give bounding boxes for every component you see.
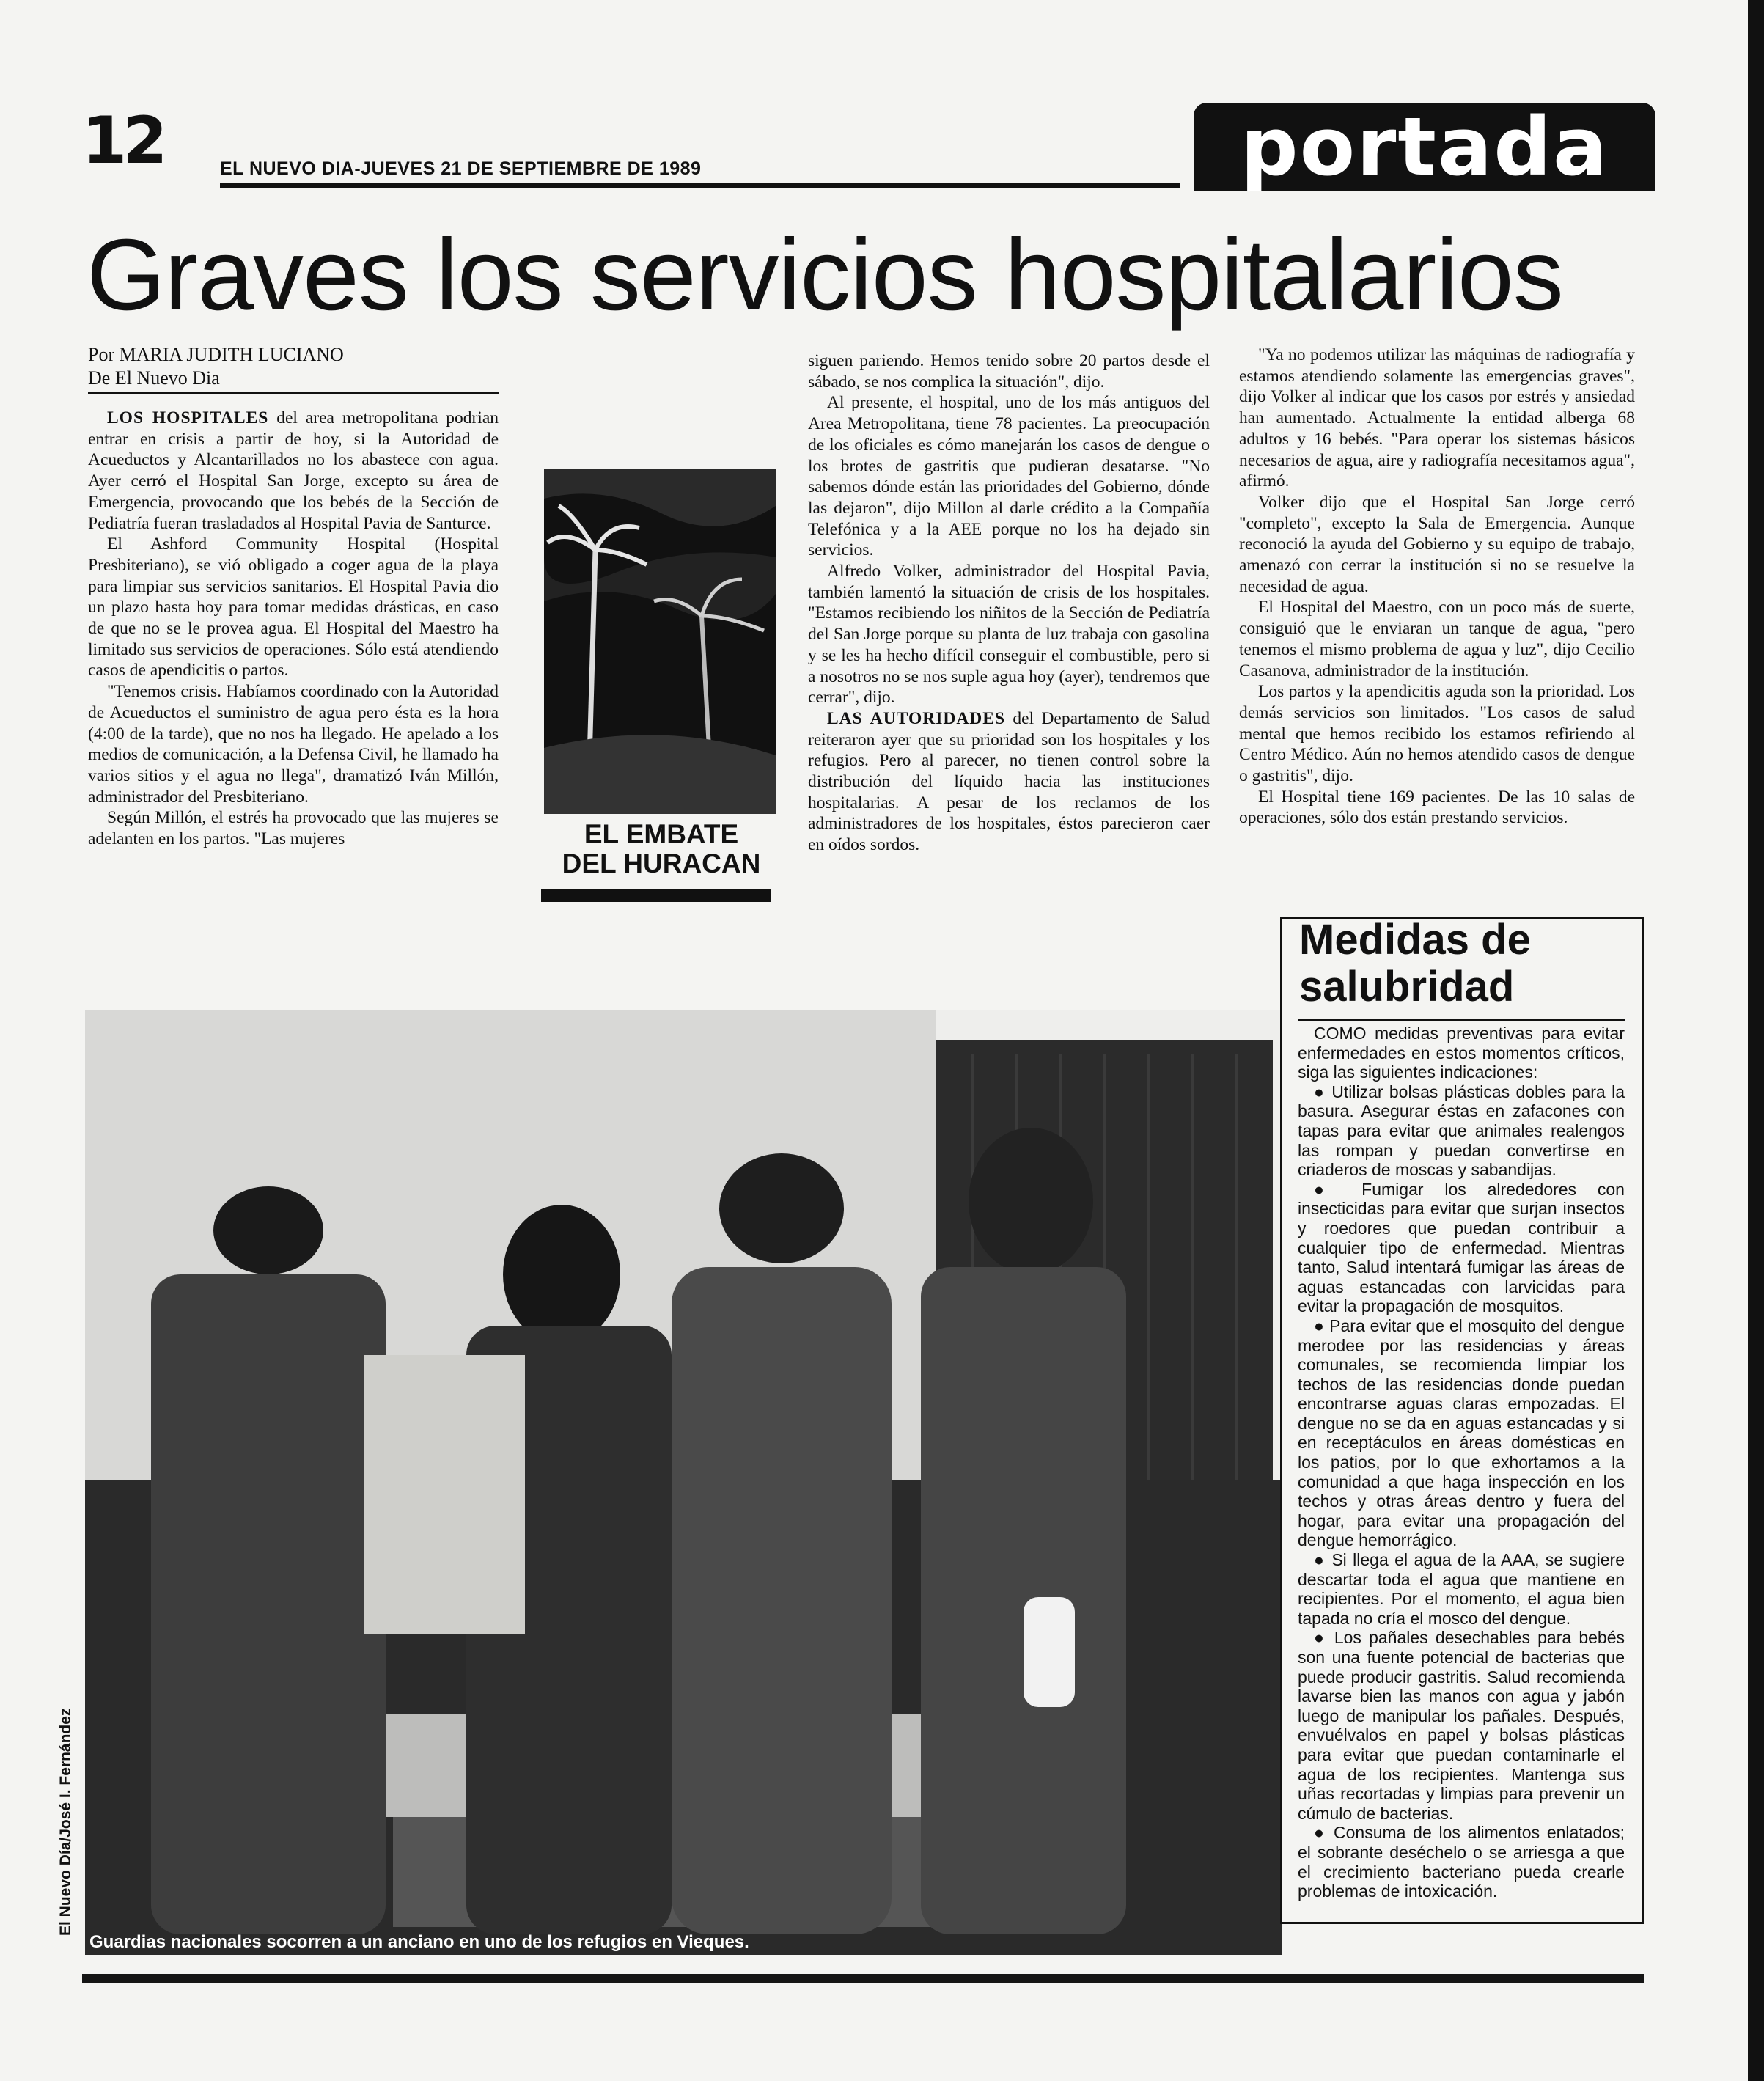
bullet-icon: ● <box>1314 1628 1334 1648</box>
photo-caption: Guardias nacionales socorren a un anciano en uno de los refugios en Vieques. <box>89 1932 749 1952</box>
palm-trees-storm-image <box>544 469 776 814</box>
inset-label-line2: DEL HURACAN <box>562 848 761 878</box>
bullet-icon: ● <box>1314 1550 1332 1570</box>
paragraph: siguen pariendo. Hemos tenido sobre 20 partos desde el sábado, se nos complica la situación", dijo. <box>808 351 1210 392</box>
byline-outlet: De El Nuevo Dia <box>88 367 220 389</box>
sidebar-title: Medidas de salubridad <box>1299 916 1531 1010</box>
bullet-icon: ● <box>1314 1823 1334 1843</box>
paragraph: Según Millón, el estrés ha provocado que las mujeres se adelanten en los partos. "Las mujeres <box>88 808 499 849</box>
bottom-rule <box>82 1974 1644 1983</box>
byline-author: Por MARIA JUDITH LUCIANO <box>88 344 344 365</box>
inset-bar <box>541 889 771 902</box>
sidebar-item: ● Los pañales desechables para bebés son una fuente potencial de bacterias que puede producir gastritis. Salud recomienda lavarse bien las manos con agua y jabón luego de manipular los pañales. Después, envuélvalos en papel y bolsas plásticas para evitar que puedan contaminarle el agua de los recipientes. Mantenga sus uñas recortadas y limpias para prevenir un cúmulo de bacterias. <box>1298 1628 1625 1823</box>
headline: Graves los servicios hospitalarios <box>87 219 1563 331</box>
photo-credit: El Nuevo Día/José I. Fernández <box>57 1708 74 1936</box>
section-label: portada <box>1194 103 1655 191</box>
paragraph: Volker dijo que el Hospital San Jorge cerró "completo", excepto la Sala de Emergencia. Aunque reconoció la ayuda del Gobierno y su equipo de trabajo, amenazó con cerrar la institución si no se resuelve la necesidad de agua. <box>1239 492 1635 596</box>
bullet-icon: ● <box>1314 1082 1332 1101</box>
paragraph: El Ashford Community Hospital (Hospital Presbiteriano), se vió obligado a coger agua de la playa para limpiar sus servicios sanitarios. El Hospital Pavia dio un plazo hasta hoy para tomar medidas drásticas, en caso de que no se le provea agua. El Hospital del Maestro ha limitado sus servicios de operaciones. Sólo está atendiendo casos de apendicitis o partos. <box>88 535 499 680</box>
paragraph: Alfredo Volker, administrador del Hospital Pavia, también lamentó la situación de crisis de los hospitales. "Estamos recibiendo los niñitos de la Sección de Pediatría del San Jorge porque su planta de luz trabaja con gasolina y se les ha hecho difícil conseguir el combustible, pero si a nosotros no se nos suple agua hoy (ayer), tendremos que cerrar", dijo. <box>808 562 1210 708</box>
inset-label <box>540 820 783 878</box>
byline-rule <box>88 392 499 394</box>
paragraph: El Hospital tiene 169 pacientes. De las 10 salas de operaciones, sólo dos están prestando servicios. <box>1239 787 1635 828</box>
page-number: 12 <box>82 103 163 178</box>
sidebar-rule <box>1298 1019 1625 1021</box>
dateline: EL NUEVO DIA-JUEVES 21 DE SEPTIEMBRE DE 1989 <box>220 158 702 179</box>
inset-label-line1: EL EMBATE <box>584 819 739 849</box>
lead-in: LOS HOSPITALES <box>107 408 269 427</box>
page-edge-bar <box>1748 0 1764 2081</box>
sidebar-intro: COMO medidas preventivas para evitar enfermedades en estos momentos críticos, siga las siguientes indicaciones: <box>1298 1024 1625 1082</box>
paragraph: "Tenemos crisis. Habíamos coordinado con la Autoridad de Acueductos el suministro de agua pero ésta es la hora (4:00 de la tarde), que no nos ha llegado. He apelado a los medios de comunicación, a la Defensa Civil, he llamado ha varios sitios y el agua no llega", dramatizó Iván Millón, administrador del Presbiteriano. <box>88 682 499 807</box>
sidebar-item: ● Consuma de los alimentos enlatados; el sobrante deséchelo o se arriesga a que el crecimiento bacteriano pueda crearle problemas de intoxicación. <box>1298 1823 1625 1901</box>
paragraph: del Departamento de Salud reiteraron ayer que su prioridad son los hospitales y los refugios. Pero al parecer, no tienen control sobre la distribución del líquido hacia las instituciones hospitalarias. A pesar de los reclamos de los administradores de los hospitales, éstos parecieron caer en oídos sordos. <box>808 708 1210 855</box>
paragraph: del area metropolitana podrian entrar en crisis a partir de hoy, si la Autoridad de Acueductos y Alcantarillados no los abastece con agua. Ayer cerró el Hospital San Jorge, excepto su área de Emergencia, provocando que los bebés de la Sección de Pediatría fueran trasladados al Hospital Pavia de Santurce. <box>88 408 499 533</box>
paragraph: Al presente, el hospital, uno de los más antiguos del Area Metropolitana, tiene 78 pacientes. La preocupación de los oficiales es cómo manejarán los casos de dengue o los brotes de gastritis que pudieran desatarse. "No sabemos dónde están las prioridades del Gobierno, dónde las dejaron", dijo Millon al darle crédito a la Compañía Telefónica y a la AEE porque no los ha dejado sin servicios. <box>808 393 1210 560</box>
article-column-1 <box>88 408 499 850</box>
bullet-icon: ● <box>1314 1315 1330 1335</box>
lead-in: LAS AUTORIDADES <box>827 708 1006 728</box>
hurricane-inset-image <box>544 469 776 814</box>
sidebar-item: ● Fumigar los alrededores con insecticidas para evitar que surjan insectos y roedores que puedan contribuir a cualquier tipo de enfermedad. Mientras tanto, Salud intentará fumigar las áreas de aguas estancadas con larvicidas para evitar la propagación de mosquitos. <box>1298 1179 1625 1316</box>
sidebar-item: ● Para evitar que el mosquito del dengue merodee por las residencias y áreas comunales, se recomienda limpiar los techos de las residencias donde puedan encontrarse aguas claras empozadas. El dengue no se da en aguas estancadas y si en receptáculos en áreas domésticas en los patios, por lo que exhortamos a la comunidad a que haga inspección en los techos y otras áreas dentro y fuera del hogar, para evitar una propagación del dengue hemorrágico. <box>1298 1315 1625 1550</box>
paragraph: "Ya no podemos utilizar las máquinas de radiografía y estamos atendiendo solamente las emergencias graves", dijo Volker al indicar que los casos por estrés y ansiedad han aumentado. Actualmente la entidad alberga 68 adultos y 16 bebés. "Para operar los sistemas básicos necesarios de agua, aire y radiografía necesitamos agua", afirmó. <box>1239 345 1635 491</box>
sidebar-text <box>1298 1024 1625 1901</box>
sidebar-item: ● Utilizar bolsas plásticas dobles para la basura. Asegurar éstas en zafacones con tapas para evitar que animales realengos las rompan y puedan convertirse en criaderos de moscas y sabandijas. <box>1298 1082 1625 1180</box>
sidebar-item: ● Si llega el agua de la AAA, se sugiere descartar toda el agua que mantiene en recipientes. Por el momento, el agua bien tapada no cría el mosco del dengue. <box>1298 1550 1625 1628</box>
article-column-3 <box>1239 345 1635 829</box>
paragraph: El Hospital del Maestro, con un poco más de suerte, consiguió que le enviaran un tanque de agua, "pero tenemos el mismo problema de agua y luz", dijo Cecilio Casanova, administrador de la institución. <box>1239 598 1635 680</box>
bullet-icon: ● <box>1314 1179 1362 1199</box>
paragraph: Los partos y la apendicitis aguda son la prioridad. Los demás servicios son limitados. "Los casos de salud mental que hemos recibido los estamos refiriendo al Centro Médico. Aún no hemos atendido casos de dengue o gastritis", dijo. <box>1239 682 1635 786</box>
byline <box>88 343 344 390</box>
main-photo <box>85 1010 1282 1955</box>
article-column-2 <box>808 350 1210 856</box>
masthead-rule <box>220 183 1180 188</box>
national-guard-photo <box>85 1010 1282 1955</box>
